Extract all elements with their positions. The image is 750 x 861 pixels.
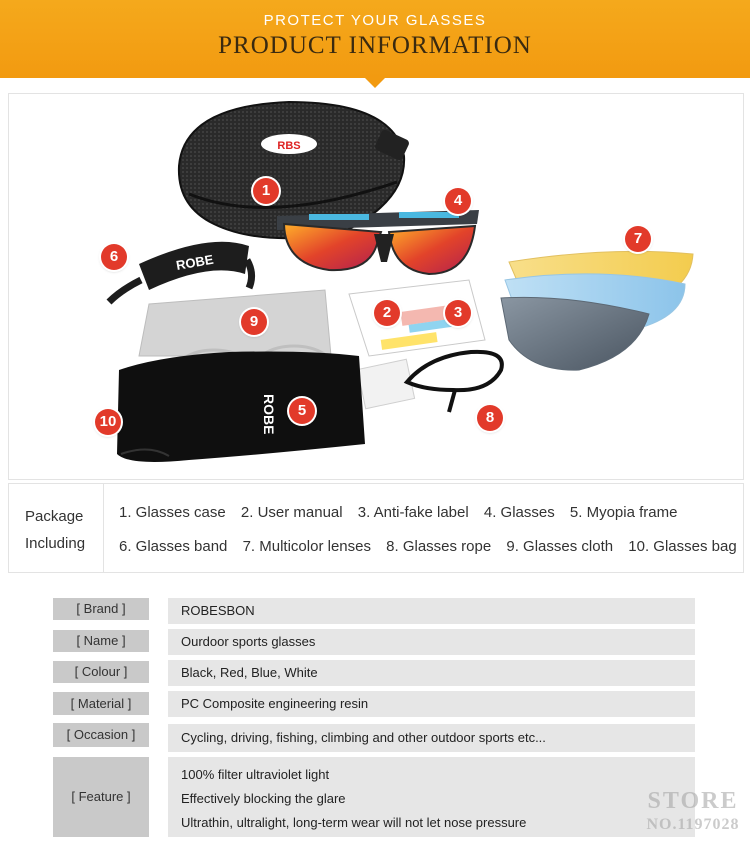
package-item: 5. Myopia frame: [569, 504, 678, 521]
spec-label-material: [ Material ]: [53, 692, 149, 715]
spec-label-name: [ Name ]: [53, 630, 149, 652]
spec-value-line: Cycling, driving, fishing, climbing and other outdoor sports etc...: [181, 730, 546, 745]
glasses-bag: [117, 352, 365, 463]
package-item: 4. Glasses: [483, 504, 555, 521]
bag-text: ROBE: [261, 394, 277, 435]
multicolor-lenses: [501, 251, 693, 370]
badge-2: 2: [374, 300, 400, 326]
package-label-line2: Including: [25, 535, 86, 552]
badge-9: 9: [241, 309, 267, 335]
badge-4: 4: [445, 188, 471, 214]
glasses-band: [109, 242, 252, 302]
package-item: 2. User manual: [240, 504, 343, 521]
spec-value-colour: [168, 660, 695, 686]
spec-value-line: Black, Red, Blue, White: [181, 665, 318, 680]
product-photo: [8, 93, 744, 480]
spec-value-line: ROBESBON: [181, 603, 255, 618]
package-item: 6. Glasses band: [119, 538, 228, 555]
spec-value-occasion: [168, 724, 695, 752]
header-banner: [0, 0, 750, 78]
package-row-2: [119, 538, 748, 555]
badge-3: 3: [445, 300, 471, 326]
glasses-rope: [407, 352, 502, 412]
package-row-1: [119, 504, 688, 521]
spec-value-line: Effectively blocking the glare: [181, 791, 346, 806]
package-contents: [8, 483, 744, 573]
badge-10: 10: [95, 409, 121, 435]
spec-label-feature: [ Feature ]: [53, 757, 149, 837]
spec-label-colour: [ Colour ]: [53, 661, 149, 683]
badge-6: 6: [101, 244, 127, 270]
watermark-line1: STORE: [647, 788, 739, 814]
spec-value-line: Ultrathin, ultralight, long-term wear will not let nose pressure: [181, 815, 527, 830]
spec-value-brand: [168, 598, 695, 624]
package-item: 1. Glasses case: [119, 504, 226, 521]
package-label-line1: Package: [25, 508, 84, 525]
header-subtitle: PROTECT YOUR GLASSES: [263, 12, 487, 29]
watermark-line2: NO.1197028: [646, 816, 740, 833]
header-title: PRODUCT INFORMATION: [218, 32, 532, 59]
spec-value-material: [168, 691, 695, 717]
package-item: 10. Glasses bag: [628, 538, 737, 555]
package-item: 8. Glasses rope: [386, 538, 492, 555]
sunglasses: [277, 210, 479, 274]
badge-5: 5: [289, 398, 315, 424]
badge-8: 8: [477, 405, 503, 431]
package-item: 9. Glasses cloth: [506, 538, 614, 555]
case-logo: RBS: [277, 140, 301, 152]
spec-label-occasion: [ Occasion ]: [53, 723, 149, 747]
package-item: 7. Multicolor lenses: [242, 538, 371, 555]
spec-value-feature: [168, 757, 695, 837]
spec-value-name: [168, 629, 695, 655]
spec-value-line: Ourdoor sports glasses: [181, 634, 316, 649]
store-watermark: [640, 787, 746, 847]
banner-pointer: [365, 78, 385, 88]
badge-1: 1: [253, 178, 279, 204]
spec-value-line: PC Composite engineering resin: [181, 696, 369, 711]
spec-label-brand: [ Brand ]: [53, 598, 149, 620]
package-label: [9, 484, 104, 572]
small-card: [357, 359, 414, 409]
package-item: 3. Anti-fake label: [357, 504, 469, 521]
spec-value-line: 100% filter ultraviolet light: [181, 767, 330, 782]
badge-7: 7: [625, 226, 651, 252]
band-text: ROBE: [174, 251, 215, 273]
